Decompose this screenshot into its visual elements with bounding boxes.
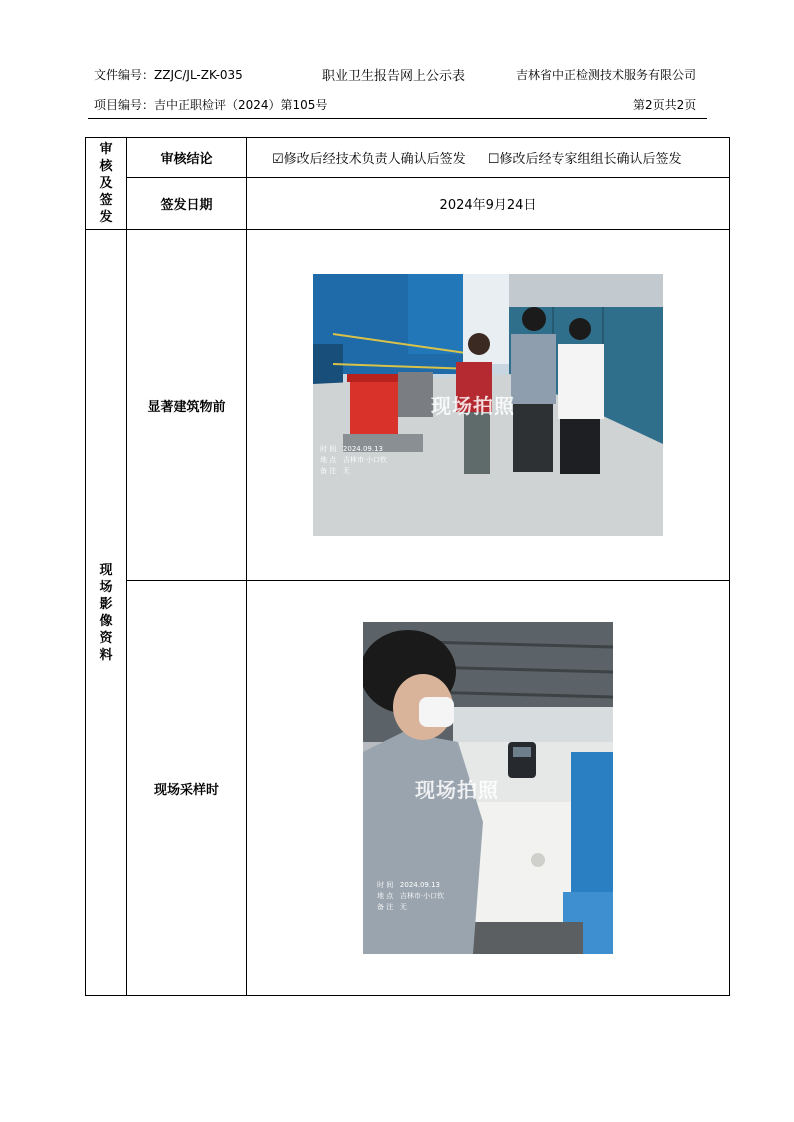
photo2-label: 现场采样时 — [127, 581, 247, 996]
photo2-cell — [247, 581, 730, 996]
company-name: 吉林省中正检测技术服务有限公司 — [516, 68, 697, 82]
header-divider — [88, 118, 707, 119]
option-expert-lead: ☐修改后经专家组组长确认后签发 — [487, 152, 682, 167]
review-section-label: 审 核 及 签 发 — [86, 138, 127, 230]
form-title: 职业卫生报告网上公示表 — [322, 69, 466, 84]
site-photo-building — [313, 274, 663, 536]
page-number: 第2页共2页 — [633, 98, 697, 112]
watermark-text: 现场拍照 — [415, 778, 499, 802]
photo1-stamp: 时 间 2024.09.13 地 点 吉林市·小口钦 备 注 无 — [320, 445, 388, 475]
option-tech-lead: ☑修改后经技术负责人确认后签发 — [272, 152, 466, 167]
conclusion-label: 审核结论 — [127, 138, 247, 178]
photo1-cell — [247, 230, 730, 581]
report-table — [85, 137, 730, 996]
photo2-stamp: 时 间 2024.09.13 地 点 吉林市·小口钦 备 注 无 — [377, 881, 445, 911]
date-label: 签发日期 — [127, 178, 247, 230]
photo1-label: 显著建筑物前 — [127, 230, 247, 581]
doc-number: 文件编号：ZZJC/JL-ZK-035 — [94, 68, 243, 82]
site-photo-sampling — [363, 622, 613, 954]
images-section-label: 现 场 影 像 资 料 — [86, 230, 127, 996]
project-number: 项目编号：吉中正职检评（2024）第105号 — [94, 98, 328, 112]
watermark-text: 现场拍照 — [431, 394, 515, 418]
date-value: 2024年9月24日 — [247, 178, 730, 230]
conclusion-options — [247, 138, 730, 178]
